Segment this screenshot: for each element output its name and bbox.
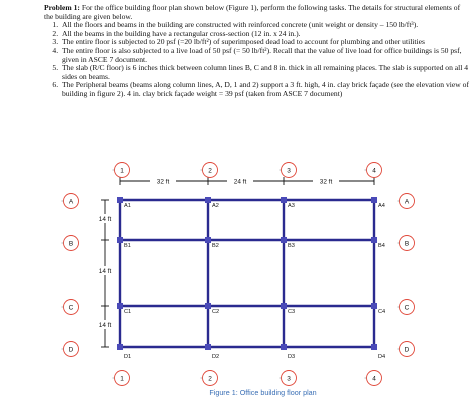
row-marker-right-B [398, 236, 415, 251]
column-B2 [205, 237, 211, 243]
row-marker-right-B-text: B [404, 240, 410, 248]
column-marker-top-2 [201, 163, 218, 178]
problem-heading: Problem 1: [44, 3, 80, 12]
row-marker-left-C [62, 300, 79, 315]
row-marker-left-D [62, 342, 79, 357]
node-label-C3: C3 [288, 309, 296, 315]
figure-caption: Figure 1: Office building floor plan [209, 388, 317, 397]
column-B3 [281, 237, 287, 243]
node-label-C2: C2 [212, 309, 220, 315]
bay-label-1: 14 ft [98, 216, 112, 223]
row-marker-right-D [398, 342, 415, 357]
dimension-lines [93, 176, 374, 347]
column-B1 [117, 237, 123, 243]
beam-grid [120, 200, 374, 347]
node-label-C4: C4 [378, 309, 386, 315]
row-marker-left-B-text: B [68, 240, 74, 248]
span-label-1: 32 ft [156, 178, 170, 186]
column-C2 [205, 303, 211, 309]
problem-intro-text: For the office building floor plan shown below (Figure 1), perform the following tasks. The details for structural elements of the building are given below. [44, 3, 461, 21]
node-label-A2: A2 [212, 203, 219, 209]
row-marker-left-A-text: A [68, 198, 74, 206]
column-D2 [205, 344, 211, 350]
span-label-3: 32 ft [319, 178, 333, 186]
detail-item-5: 5. The slab (R/C floor) is 6 inches thick between column lines B, C and 8 in. thick in all remaining places. The slab is supported on all 4 sides on beams. [60, 64, 469, 81]
column-D1 [117, 344, 123, 350]
detail-item-3: 3. The entire floor is subjected to 20 psf (=20 lb/ft²) of superimposed dead load to account for plumbing and other utilities [60, 38, 469, 47]
column-D3 [281, 344, 287, 350]
bay-label-3: 14 ft [98, 322, 112, 329]
column-marker-bottom-2-text: 2 [208, 375, 212, 383]
node-label-B2: B2 [212, 243, 219, 249]
detail-item-1: 1. All the floors and beams in the building are constructed with reinforced concrete (unit weight or density – 150 lb/ft³). [60, 21, 469, 30]
row-marker-right-A-text: A [404, 198, 410, 206]
column-D4 [371, 344, 377, 350]
column-marker-bottom-3 [280, 371, 297, 386]
node-label-D2: D2 [212, 354, 220, 360]
column-C3 [281, 303, 287, 309]
column-A1 [117, 197, 123, 203]
node-label-B4: B4 [378, 243, 385, 249]
span-label-2: 24 ft [233, 178, 247, 186]
node-label-D3: D3 [288, 354, 296, 360]
column-marker-top-3-text: 3 [287, 167, 291, 175]
row-marker-left-B [62, 236, 79, 251]
row-marker-left-D-text: D [68, 346, 74, 354]
column-C4 [371, 303, 377, 309]
node-label-C1: C1 [124, 309, 132, 315]
row-marker-right-C [398, 300, 415, 315]
column-marker-bottom-3-text: 3 [287, 375, 291, 383]
node-label-A4: A4 [378, 203, 385, 209]
column-marker-top-4 [365, 163, 382, 178]
node-label-B3: B3 [288, 243, 295, 249]
detail-item-2: 2. All the beams in the building have a rectangular cross-section (12 in. x 24 in.). [60, 30, 469, 39]
row-marker-right-A [398, 194, 415, 209]
column-A3 [281, 197, 287, 203]
column-marker-top-2-text: 2 [208, 167, 212, 175]
column-marker-bottom-4-text: 4 [372, 375, 376, 383]
detail-item-4: 4. The entire floor is also subjected to a live load of 50 psf (= 50 lb/ft²). Recall that the value of live load for office buildings is 50 psf, given in ASCE 7 document. [60, 47, 469, 64]
column-marker-top-3 [280, 163, 297, 178]
row-marker-left-A [62, 194, 79, 209]
column-marker-bottom-1-text: 1 [120, 375, 124, 383]
node-label-D4: D4 [378, 354, 386, 360]
column-marker-top-1 [113, 163, 130, 178]
column-A2 [205, 197, 211, 203]
node-label-A1: A1 [124, 203, 131, 209]
node-label-B1: B1 [124, 243, 131, 249]
column-marker-top-1-text: 1 [120, 167, 124, 175]
row-marker-right-C-text: C [404, 304, 410, 312]
column-marker-top-4-text: 4 [372, 167, 376, 175]
column-marker-bottom-1 [113, 371, 130, 386]
bay-label-2: 14 ft [98, 268, 112, 275]
column-A4 [371, 197, 377, 203]
column-marker-bottom-2 [201, 371, 218, 386]
column-C1 [117, 303, 123, 309]
node-label-A3: A3 [288, 203, 295, 209]
column-B4 [371, 237, 377, 243]
row-marker-right-D-text: D [404, 346, 410, 354]
node-label-D1: D1 [124, 354, 132, 360]
detail-item-6: 6. The Peripheral beams (beams along column lines, A, D, 1 and 2) support a 3 ft. high, 4 in. clay brick façade (see the elevation view of building in figure 2). 4 in. clay brick façade weight = 39 psf (taken from ASCE 7 document) [60, 81, 469, 98]
column-marker-bottom-4 [365, 371, 382, 386]
row-marker-left-C-text: C [68, 304, 74, 312]
column-grid [117, 197, 385, 360]
